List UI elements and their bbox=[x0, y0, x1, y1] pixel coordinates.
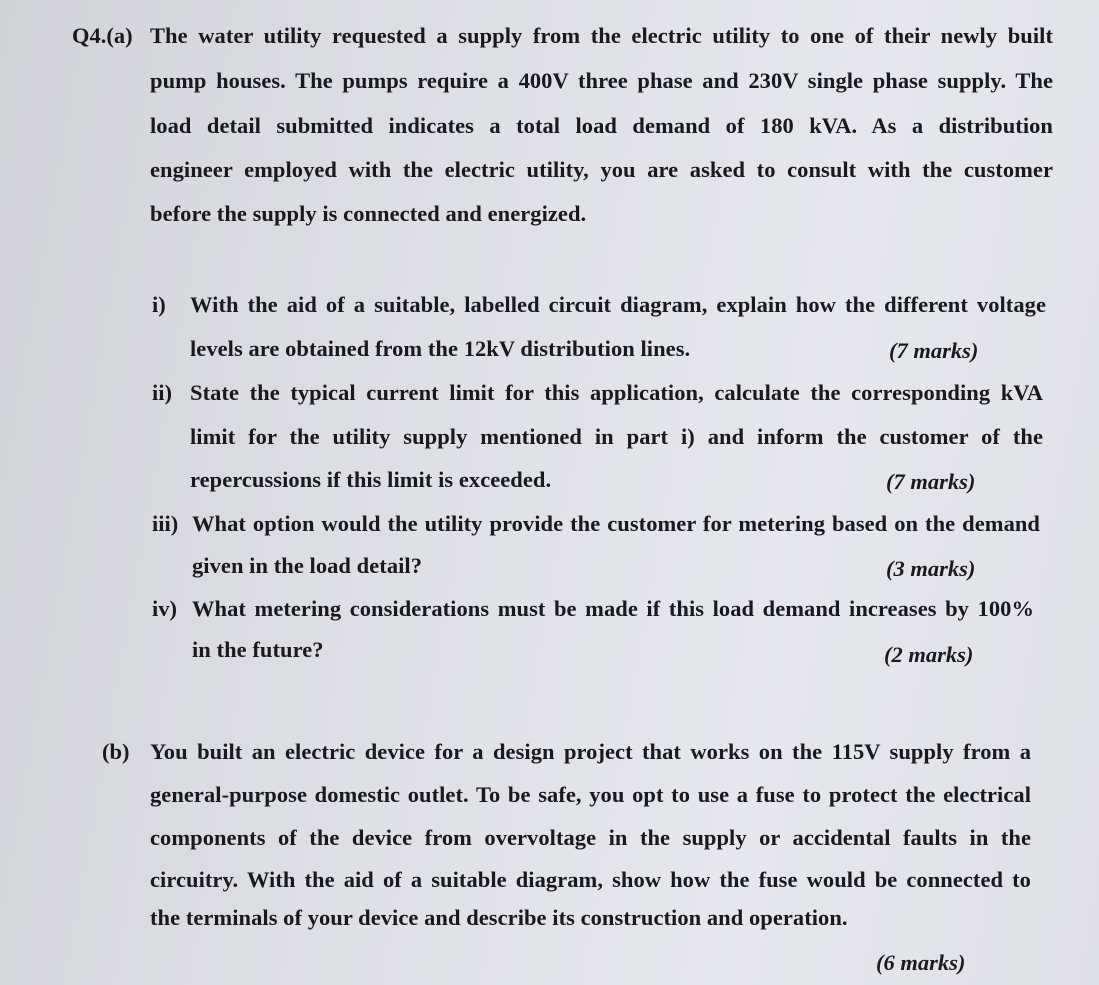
part-iv-label: iv) bbox=[152, 596, 177, 621]
part-ii-line-1: State the typical current limit for this application, calculate the corresponding kVA bbox=[190, 380, 1043, 405]
q4a-line-1: The water utility requested a supply from the electric utility to one of their newly built bbox=[150, 23, 1053, 48]
part-iv-marks: (2 marks) bbox=[884, 642, 974, 667]
q4a-line-4: engineer employed with the electric utility, you are asked to consult with the customer bbox=[150, 157, 1053, 182]
part-i-line-1: With the aid of a suitable, labelled circuit diagram, explain how the different voltage bbox=[190, 292, 1046, 317]
part-iv-line-1: What metering considerations must be made if this load demand increases by 100% bbox=[192, 596, 1034, 621]
part-iii-label: iii) bbox=[152, 511, 179, 536]
q4b-line-5: the terminals of your device and describe its construction and operation. bbox=[150, 905, 848, 930]
q4a-line-2: pump houses. The pumps require a 400V three phase and 230V single phase supply. The bbox=[150, 68, 1053, 93]
part-i-marks: (7 marks) bbox=[889, 338, 979, 363]
part-i-line-2: levels are obtained from the 12kV distribution lines. bbox=[190, 336, 691, 361]
part-ii-label: ii) bbox=[152, 380, 172, 405]
part-iv-line-2: in the future? bbox=[192, 637, 324, 662]
part-iii-line-2: given in the load detail? bbox=[192, 553, 423, 578]
q4b-line-4: circuitry. With the aid of a suitable diagram, show how the fuse would be connected to bbox=[150, 867, 1031, 892]
q4b-line-1: You built an electric device for a design project that works on the 115V supply from a bbox=[150, 739, 1031, 764]
question-number: Q4.(a) bbox=[72, 23, 133, 48]
q4b-line-2: general-purpose domestic outlet. To be safe, you opt to use a fuse to protect the electrical bbox=[150, 782, 1031, 807]
q4a-line-5: before the supply is connected and energized. bbox=[150, 201, 587, 226]
part-ii-line-3: repercussions if this limit is exceeded. bbox=[190, 467, 552, 492]
q4a-line-3: load detail submitted indicates a total load demand of 180 kVA. As a distribution bbox=[150, 113, 1053, 138]
q4b-marks: (6 marks) bbox=[876, 950, 966, 975]
q4b-line-3: components of the device from overvoltage in the supply or accidental faults in the bbox=[150, 825, 1031, 850]
part-iii-marks: (3 marks) bbox=[886, 556, 976, 581]
part-i-label: i) bbox=[152, 292, 166, 317]
part-iii-line-1: What option would the utility provide the customer for metering based on the demand bbox=[192, 511, 1040, 536]
part-ii-line-2: limit for the utility supply mentioned in part i) and inform the customer of the bbox=[190, 424, 1043, 449]
part-ii-marks: (7 marks) bbox=[886, 469, 976, 494]
q4b-label: (b) bbox=[102, 739, 130, 764]
